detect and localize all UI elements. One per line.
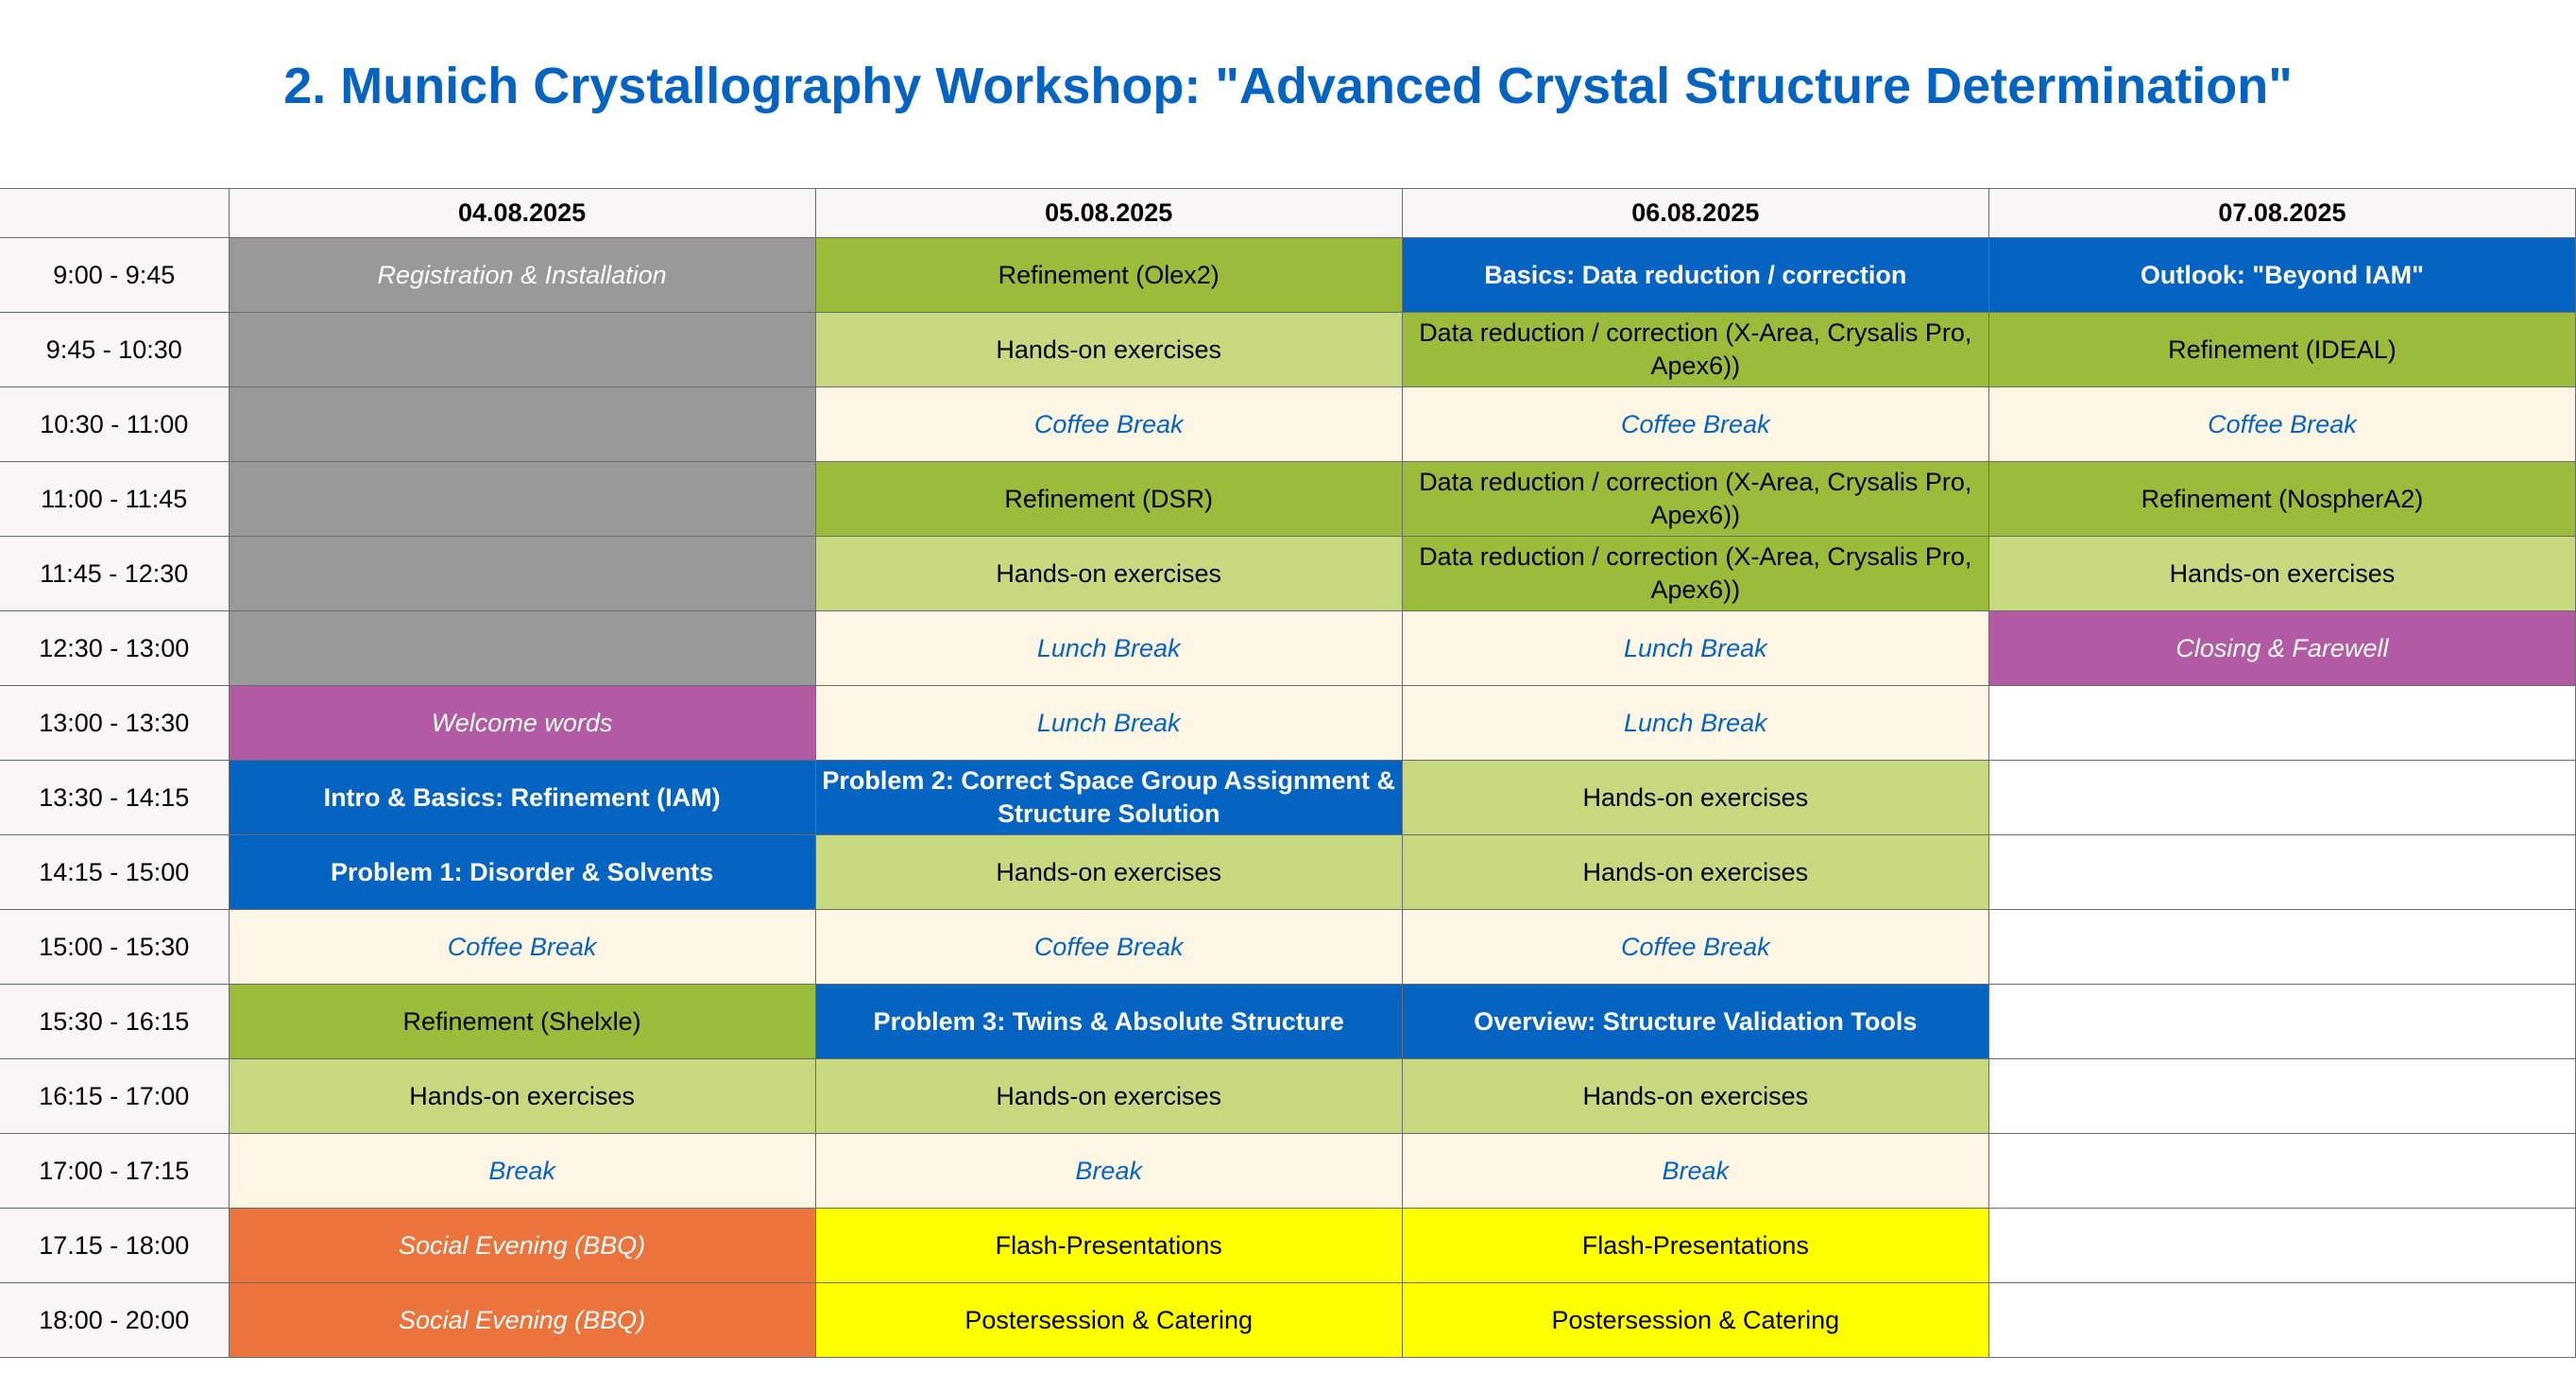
schedule-row — [0, 611, 2576, 686]
session-cell: Basics: Data reduction / correction — [1402, 238, 1988, 313]
schedule-row — [0, 1209, 2576, 1283]
session-cell: Hands-on exercises — [815, 835, 1402, 910]
empty-cell — [1988, 1134, 2575, 1209]
session-cell: Refinement (Olex2) — [815, 238, 1402, 313]
session-cell: Hands-on exercises — [1402, 1059, 1988, 1134]
empty-cell — [229, 611, 815, 686]
schedule-row — [0, 985, 2576, 1059]
session-cell: Data reduction / correction (X-Area, Crysalis Pro, Apex6)) — [1402, 313, 1988, 387]
session-cell: Coffee Break — [1988, 387, 2575, 462]
time-slot: 9:00 - 9:45 — [0, 238, 229, 313]
schedule-row — [0, 537, 2576, 611]
session-cell: Social Evening (BBQ) — [229, 1283, 815, 1358]
session-cell: Problem 1: Disorder & Solvents — [229, 835, 815, 910]
empty-cell — [1988, 686, 2575, 761]
session-cell: Refinement (Shelxle) — [229, 985, 815, 1059]
time-slot: 11:00 - 11:45 — [0, 462, 229, 537]
session-cell: Break — [815, 1134, 1402, 1209]
session-cell: Hands-on exercises — [815, 1059, 1402, 1134]
session-cell: Postersession & Catering — [815, 1283, 1402, 1358]
schedule-row — [0, 1134, 2576, 1209]
day-header: 05.08.2025 — [815, 189, 1402, 238]
session-cell: Hands-on exercises — [1402, 761, 1988, 835]
schedule-row — [0, 1059, 2576, 1134]
empty-cell — [229, 462, 815, 537]
time-slot: 13:30 - 14:15 — [0, 761, 229, 835]
session-cell: Lunch Break — [815, 611, 1402, 686]
session-cell: Postersession & Catering — [1402, 1283, 1988, 1358]
empty-cell — [1988, 1283, 2575, 1358]
session-cell: Data reduction / correction (X-Area, Crysalis Pro, Apex6)) — [1402, 462, 1988, 537]
session-cell: Closing & Farewell — [1988, 611, 2575, 686]
schedule-row — [0, 686, 2576, 761]
session-cell: Welcome words — [229, 686, 815, 761]
day-header: 07.08.2025 — [1988, 189, 2575, 238]
schedule-body — [0, 189, 2576, 1358]
schedule-row — [0, 462, 2576, 537]
session-cell: Registration & Installation — [229, 238, 815, 313]
empty-cell — [1988, 1209, 2575, 1283]
time-slot: 15:00 - 15:30 — [0, 910, 229, 985]
session-cell: Coffee Break — [1402, 910, 1988, 985]
day-header: 04.08.2025 — [229, 189, 815, 238]
session-cell: Flash-Presentations — [815, 1209, 1402, 1283]
session-cell: Hands-on exercises — [1402, 835, 1988, 910]
session-cell: Coffee Break — [815, 387, 1402, 462]
empty-cell — [1988, 835, 2575, 910]
schedule-row — [0, 387, 2576, 462]
schedule-row — [0, 835, 2576, 910]
empty-cell — [229, 387, 815, 462]
session-cell: Hands-on exercises — [815, 537, 1402, 611]
time-slot: 17:00 - 17:15 — [0, 1134, 229, 1209]
empty-cell — [1988, 910, 2575, 985]
session-cell: Hands-on exercises — [815, 313, 1402, 387]
time-column-header — [0, 189, 229, 238]
header-row — [0, 189, 2576, 238]
schedule-row — [0, 238, 2576, 313]
empty-cell — [1988, 1059, 2575, 1134]
session-cell: Intro & Basics: Refinement (IAM) — [229, 761, 815, 835]
session-cell: Break — [1402, 1134, 1988, 1209]
session-cell: Flash-Presentations — [1402, 1209, 1988, 1283]
time-slot: 13:00 - 13:30 — [0, 686, 229, 761]
session-cell: Lunch Break — [1402, 686, 1988, 761]
session-cell: Coffee Break — [1402, 387, 1988, 462]
session-cell: Data reduction / correction (X-Area, Crysalis Pro, Apex6)) — [1402, 537, 1988, 611]
time-slot: 9:45 - 10:30 — [0, 313, 229, 387]
session-cell: Coffee Break — [815, 910, 1402, 985]
day-header: 06.08.2025 — [1402, 189, 1988, 238]
time-slot: 17.15 - 18:00 — [0, 1209, 229, 1283]
time-slot: 11:45 - 12:30 — [0, 537, 229, 611]
session-cell: Lunch Break — [815, 686, 1402, 761]
time-slot: 15:30 - 16:15 — [0, 985, 229, 1059]
session-cell: Break — [229, 1134, 815, 1209]
session-cell: Overview: Structure Validation Tools — [1402, 985, 1988, 1059]
session-cell: Coffee Break — [229, 910, 815, 985]
empty-cell — [1988, 761, 2575, 835]
time-slot: 12:30 - 13:00 — [0, 611, 229, 686]
session-cell: Social Evening (BBQ) — [229, 1209, 815, 1283]
schedule-row — [0, 761, 2576, 835]
session-cell: Refinement (IDEAL) — [1988, 313, 2575, 387]
session-cell: Refinement (DSR) — [815, 462, 1402, 537]
empty-cell — [229, 313, 815, 387]
schedule-row — [0, 313, 2576, 387]
session-cell: Lunch Break — [1402, 611, 1988, 686]
session-cell: Hands-on exercises — [229, 1059, 815, 1134]
schedule-row — [0, 910, 2576, 985]
time-slot: 10:30 - 11:00 — [0, 387, 229, 462]
session-cell: Refinement (NospherA2) — [1988, 462, 2575, 537]
session-cell: Outlook: "Beyond IAM" — [1988, 238, 2575, 313]
time-slot: 16:15 - 17:00 — [0, 1059, 229, 1134]
session-cell: Hands-on exercises — [1988, 537, 2575, 611]
time-slot: 14:15 - 15:00 — [0, 835, 229, 910]
empty-cell — [1988, 985, 2575, 1059]
schedule-row — [0, 1283, 2576, 1358]
session-cell: Problem 2: Correct Space Group Assignment & Structure Solution — [815, 761, 1402, 835]
empty-cell — [229, 537, 815, 611]
page-title: 2. Munich Crystallography Workshop: "Advanced Crystal Structure Determination" — [283, 58, 2293, 114]
schedule-table — [0, 188, 2576, 1358]
time-slot: 18:00 - 20:00 — [0, 1283, 229, 1358]
session-cell: Problem 3: Twins & Absolute Structure — [815, 985, 1402, 1059]
